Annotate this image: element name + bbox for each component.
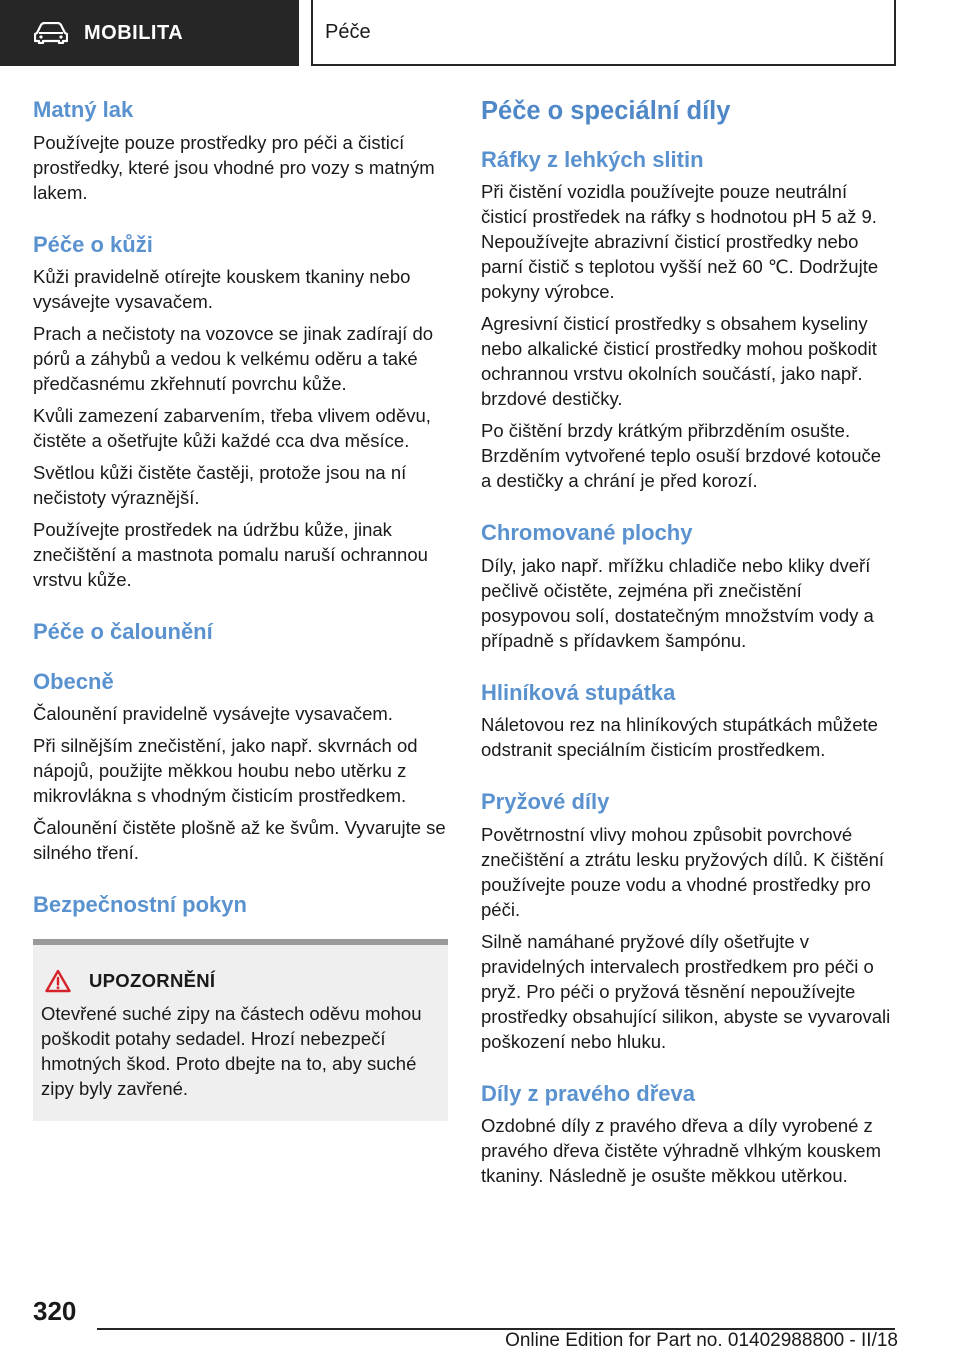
left-column xyxy=(33,96,448,1121)
paragraph: Světlou kůži čistěte častěji, protože jsou na ní nečistoty výraznější. xyxy=(33,462,407,508)
paragraph: Používejte prostředek na údržbu kůže, jinak znečištění a mastnota pomalu naruší ochrannou vrstvu kůže. xyxy=(33,519,428,590)
warning-label: UPOZORNĚNÍ xyxy=(89,969,216,991)
heading-dily-z-praveho-dreva: Díly z pravého dřeva xyxy=(481,1080,695,1106)
paragraph: Při silnějším znečistění, jako např. skvrnách od nápojů, použijte měkkou houbu nebo utěrku z mikrovlákna s vhodným čisticím prostředkem. xyxy=(33,735,418,806)
paragraph: Díly, jako např. mřížku chladiče nebo kliky dveří pečlivě očistěte, zejména při znečistění posypovou solí, dostatečným množstvím vody a případně s přídavkem šampónu. xyxy=(481,554,874,651)
section-label: MOBILITA xyxy=(84,21,184,44)
warning-title xyxy=(41,969,436,993)
heading-bezpecnostni-pokyn: Bezpečnostní pokyn xyxy=(33,892,247,917)
heading-rafky: Ráfky z lehkých slitin xyxy=(481,146,704,172)
heading-obecne: Obecně xyxy=(33,668,114,694)
warning-text: Otevřené suché zipy na částech oděvu mohou poškodit potahy sedadel. Hrozí nebezpečí hmotných škod. Proto dbejte na to, aby suché zipy byly zavřené. xyxy=(41,1002,422,1099)
paragraph: Silně namáhané pryžové díly ošetřujte v pravidelných intervalech prostředkem pro péči o pryž. Pro péči o pryžová těsnění nepoužívejte prostředky obsahující silikon, abyste se vyvarovali poškození nebo hluku. xyxy=(481,930,891,1052)
heading-hlinikova-stupatka: Hliníková stupátka xyxy=(481,679,676,705)
paragraph: Při čistění vozidla používejte pouze neutrální čisticí prostředek na ráfky s hodnotou pH 5 až 9. Nepoužívejte abrazivní čisticí prostředky nebo parní čistič s teplotou vyšší než 60 ℃. Dodržujte pokyny výrobce. xyxy=(481,181,879,303)
warning-triangle-icon xyxy=(45,969,71,993)
paragraph: Čalounění pravidelně vysávejte vysavačem. xyxy=(33,703,393,724)
paragraph: Prach a nečistoty na vozovce se jinak zadírají do pórů a záhybů a vedou k velkému oděru a také předčasnému zkřehnutí povrchu kůže. xyxy=(33,323,434,394)
heading-pece-o-specialni-dily: Péče o speciální díly xyxy=(481,97,731,125)
heading-matny-lak: Matný lak xyxy=(33,97,134,122)
edition-text: Online Edition for Part no. 01402988800 - II/18 xyxy=(505,1330,898,1351)
heading-pece-o-calouneni: Péče o čalounění xyxy=(33,619,213,644)
car-icon xyxy=(34,22,68,44)
page-number: 320 xyxy=(33,1296,77,1326)
heading-pryzove-dily: Pryžové díly xyxy=(481,789,610,815)
warning-box xyxy=(33,945,448,1121)
paragraph: Agresivní čisticí prostředky s obsahem kyseliny nebo alkalické čisticí prostředky mohou poškodit ochrannou vrstvu okolních součástí, jako např. brzdové destičky. xyxy=(481,313,877,410)
right-column xyxy=(481,96,896,1188)
paragraph: Náletovou rez na hliníkových stupátkách můžete odstranit speciálním čisticím prostředkem. xyxy=(481,714,878,761)
heading-pece-o-kuzi: Péče o kůži xyxy=(33,231,153,257)
paragraph: Povětrnostní vlivy mohou způsobit povrchové znečištění a ztrátu lesku pryžových dílů. K čištění používejte pouze vodu a vhodné prostředky pro péči. xyxy=(481,823,885,920)
paragraph: Používejte pouze prostředky pro péči a čisticí prostředky, které jsou vhodné pro vozy s matným lakem. xyxy=(33,131,435,203)
paragraph: Ozdobné díly z pravého dřeva a díly vyrobené z pravého dřeva čistěte výhradně vlhkým kouskem tkaniny. Následně je osušte měkkou utěrkou. xyxy=(481,1115,881,1187)
paragraph: Po čištění brzdy krátkým přibrzděním osušte. Brzděním vytvořené teplo osuší brzdové kotouče a destičky a chrání je před korozí. xyxy=(481,420,882,492)
chapter-label: Péče xyxy=(325,20,371,43)
section-tab xyxy=(0,0,299,66)
paragraph: Čalounění čistěte plošně až ke švům. Vyvarujte se silného tření. xyxy=(33,817,446,863)
paragraph: Kůži pravidelně otírejte kouskem tkaniny nebo vysávejte vysavačem. xyxy=(33,266,411,312)
page-header xyxy=(0,0,960,66)
chapter-tab xyxy=(311,0,896,66)
paragraph: Kvůli zamezení zabarvením, třeba vlivem oděvu, čistěte a ošetřujte kůži každé cca dva měsíce. xyxy=(33,405,431,451)
heading-chromovane-plochy: Chromované plochy xyxy=(481,520,693,546)
